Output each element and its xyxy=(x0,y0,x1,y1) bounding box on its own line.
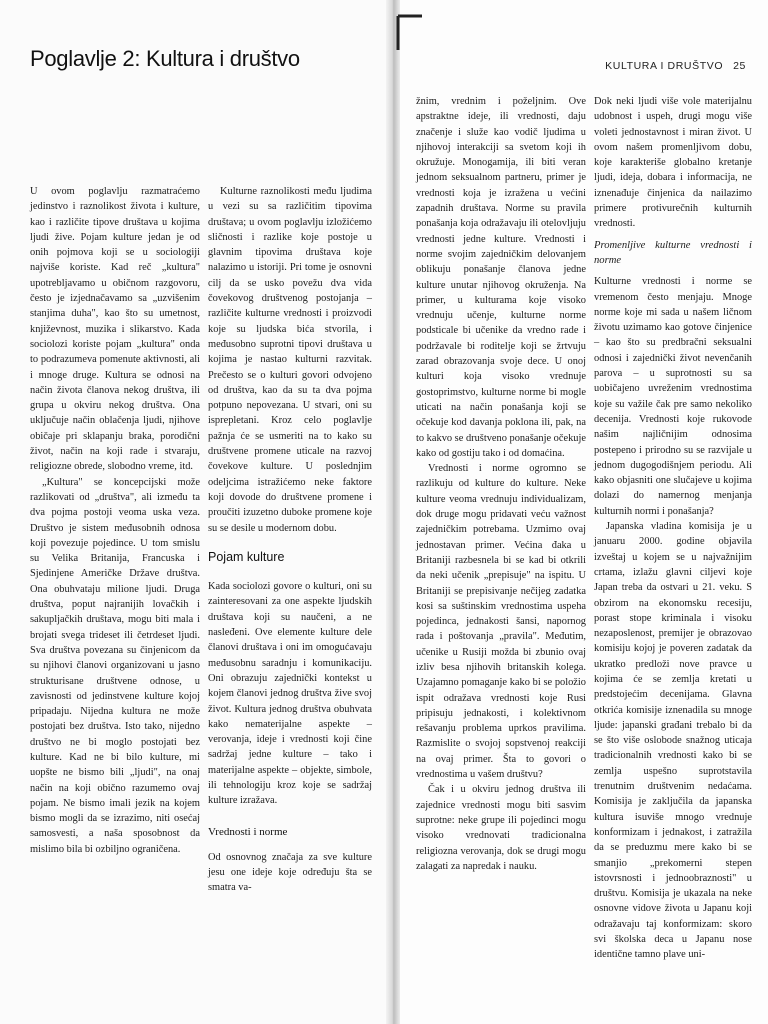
subsection-heading: Vrednosti i norme xyxy=(208,825,288,838)
book-gutter xyxy=(386,0,400,1024)
paragraph: Dok neki ljudi više vole materijalnu udobnost i uspeh, drugi mogu više voleti jednostavnost i miran život. U ovom našem promenljivom dobu, koje karakteriše globalno kretanje ljudi, ideja, dobara i informacija, ne iznenađuje činjenica da nailazimo primere protivurečnih kulturnih vrednosti. xyxy=(594,96,752,230)
text-column-1 xyxy=(30,184,200,857)
paragraph: žnim, vrednim i poželjnim. Ove apstraktne ideje, ili vrednosti, daju značenje i služe kao vodič ljudima u njihovoj interakciji sa svetom koji ih okružuje. Monogamija, ili biti veran jednom seksualnom partneru, primer je vrednosti koja je izražena u većini zapadnih društava. Norme su pravila ponašanja koja odražavaju ili otelovljuju vrednosti jedne kulture. Vrednosti i norme svojim zajedničkim delovanjem oblikuju ponašanje članova jedne kulture unutar njihovog okruženja. Na primer, u kulturama koje visoko vrednuju učenje, kulturne norme podsticale bi učenike da vredno rade i podržavale bi roditelje koji se žrtvuju zarad obrazovanja svoje dece. U onoj kulturi koja visoko vrednuje gostoprimstvo, kulturne norme bi mogle uticati na način ponašanja koji se očekuje kod davanja poklona ili, pak, na to kakvo se društveno ponašanje očekuje kako od gostiju tako i od domaćina. xyxy=(416,96,586,459)
running-head xyxy=(605,60,746,72)
paragraph: Čak i u okviru jednog društva ili zajednice vrednosti mogu biti sasvim suprotne: neke grupe ili pojedinci mogu visoko vrednovati tradicionalna religiozna verovanja, dok se drugi mogu zalagati za napredak i nauku. xyxy=(416,784,586,872)
paragraph: Od osnovnog značaja za sve kulture jesu one ideje koje određuju šta se smatra va- xyxy=(208,851,372,894)
corner-mark-icon xyxy=(396,12,424,52)
section-heading: Pojam kulture xyxy=(208,549,285,564)
paragraph: Kulturne vrednosti i norme se vremenom često menjaju. Mnoge norme koje mi sada u našem ličnom životu uzimamo kao gotove činjenice – kao što su predbračni seksualni odnosi i zajednički život nevenčanih parova – u suprotnosti su sa uobičajeno uvreženim vrednostima koje su važile čak pre samo nekoliko decenija. Vrednosti koje rukovode našim najličnijim odnosima postepeno i prirodno su se razvijale u jednom dugogodišnjem periodu. Ali kako objasniti one slučajeve u kojima dolazi do namernog menjanja kulturnih normi i ponašanja? xyxy=(594,276,752,517)
paragraph: „Kultura" se koncepcijski može razlikovati od „društva", ali između ta dva pojma postoji veoma uska veza. Društvo je sistem međusobnih odnosa koji povezuje pojedince. U tom smislu su Velika Britanija, Francuska i Sjedinjene Američke Države društva. Ona obuhvataju milione ljudi. Druga društva, poput najranijih lovačkih i sakupljačkih društava, mogu biti mala i brojati svega trideset ili četrdeset ljudi. Sva društva povezana su činjenicom da su njihovi članovi organizovani u jasno strukturisane društvene odnose, u zavisnosti od jedinstvene kulture kojoj pripadaju. Nijedna kultura ne može postojati bez društva. Isto tako, nijedno društvo ne bi moglo postojati bez kulture. Kad ne bi bilo kulture, mi uopšte ne bismo bili „ljudi", na onaj način na koji obično razumemo ovaj pojam. Ne bismo imali jezik na kojem bismo mogli da se izrazimo, niti osećaj samosvesti, a naša sposobnost da mislimo bila bi ozbiljno ograničena. xyxy=(30,476,200,855)
paragraph: U ovom poglavlju razmatraćemo jedinstvo i raznolikost života i kulture, kao i različite tipove društava u kojima ljudi žive. Pojam kulture jedan je od onih pojmova koji se u sociologiji najviše koriste. Kad reč „kultura" upotrebljavamo u običnom razgovoru, često je izjednačavamo sa „uzvišenim stanjima duha", kao što su umetnost, književnost, muzika i slikarstvo. Kada sociolozi koriste pojam „kultura" onda to podrazumeva pomenute aktivnosti, ali i mnoge druge. Kultura se odnosi na način života članova nekog društva, ili grupa u okviru nekog društva. Ona uključuje način oblačenja ljudi, njihove običaje pri sklapanju braka, porodični život, način na koji rade i stvaraju, religiozne obrede, slobodno vreme, itd. xyxy=(30,186,200,473)
paragraph: Kada sociolozi govore o kulturi, oni su zainteresovani za one aspekte ljudskih društava koji su naučeni, a ne nasleđeni. Ove elemente kulture dele članovi društava i oni im omogućavaju međusobnu saradnju i komunikaciju. Oni obrazuju zajednički kontekst u kojem članovi jednog društva žive svoj život. Kultura jednog društva obuhvata kako nematerijalne aspekte – verovanja, ideje i vrednosti koji čine sadržaj jedne kulture – tako i materijalne aspekte – objekte, simbole, ili tehnologiju kroz koje se sadržaj kulture izražava. xyxy=(208,581,372,807)
paragraph: Kulturne raznolikosti među ljudima u vezi su sa različitim tipovima društava; u ovom poglavlju izložićemo sličnosti i razlike koje postoje u glavnim tipovima društava koje nalazimo u istoriji. Pri tome je osnovni cilj da se usko povežu dva vida čovekovog društvenog postojanja – različite kulturne vrednosti i proizvodi koje su ljudska bića stvorila, i međusobno suprotni tipovi društava u kojima je nastao kulturni razvitak. Prečesto se o kulturi govori odvojeno od društva, kao da su ta dva pojma potpuno nepovezana. U stvari, oni su isprepletani. Kroz celo poglavlje pažnja će se usmeriti na to kako su društvene promene uticale na razvoj čovekove kulture. U poslednjim odeljcima istražićemo neke faktore koji dovode do društvene promene i proučiti izuzetno duboke promene koje su se desile u modernom dobu. xyxy=(208,186,372,534)
text-column-3 xyxy=(416,94,586,874)
text-column-4 xyxy=(594,94,752,963)
paragraph: Japanska vladina komisija je u januaru 2000. godine objavila izveštaj u kojem se u najvažnijim crtama, izlažu glavni ciljevi koje Japan treba da ostvari u 21. veku. S obzirom na ekonomsku recesiju, porast stope kriminala i visoku nezaposlenost, premijer je obrazovao komisiju kojoj je poveren zadatak da ukratko predloži nove pravce u kojima će se zemlja kretati u predstojećim decenijama. Glavna otkrića komisije iznenadila su mnoge ljude: japanski građani trebalo bi da se što više oslobode snažnog uticaja tradicionalnih vrednosti kako bi se zemlja uspešno suprotstavila trenutnim društvenim nedaćama. Komisija je zaključila da japanska kultura isuviše mnogo vrednuje konformizam i jednakost, i zatražila da se preduzmu mere kako bi se smanjio „prekomerni stepen istovrsnosti i jednoobraznosti" u društvu. Komisija je ukazala na neke osnovne vidove života u Japanu koji odražavaju taj konformizam: skoro svi školska deca u Japanu nose identične tamno plave uni- xyxy=(594,521,752,961)
chapter-title: Poglavlje 2: Kultura i društvo xyxy=(30,46,300,71)
text-column-2 xyxy=(208,184,372,896)
running-head-title: KULTURA I DRUŠTVO xyxy=(605,60,724,72)
subsection-heading: Promenljive kulturne vrednosti i norme xyxy=(594,239,752,266)
page-number: 25 xyxy=(733,60,746,72)
paragraph: Vrednosti i norme ogromno se razlikuju od kulture do kulture. Neke kulture veoma vrednuju individualizam, dok druge mogu pridavati veću važnost zajedničkim potrebama. Uzmimo ovaj jednostavan primer. Većina đaka u Britaniji razbesnela bi se kad bi otkrili da neki učenik „prepisuje" na ispitu. U Britaniji se prepisivanje nečijeg zadatka kosi sa suštinskim vrednostima uspeha pojedinca, jednakosti šansi, napornog rada i poštovanja „pravila". Međutim, učenike u Rusiji možda bi zbunio ovaj izliv besa njihovih britanskih kolega. Uzajamno pomaganje kako bi se položio ispit odražava vrednosti koje Rusi pripisuju jednakosti, i kolektivnom rešavanju problema uprkos pravilima. Razmislite o svojoj sopstvenoj reakciji na ovaj primer. Šta to govori o vrednostima u vašem društvu? xyxy=(416,463,586,781)
